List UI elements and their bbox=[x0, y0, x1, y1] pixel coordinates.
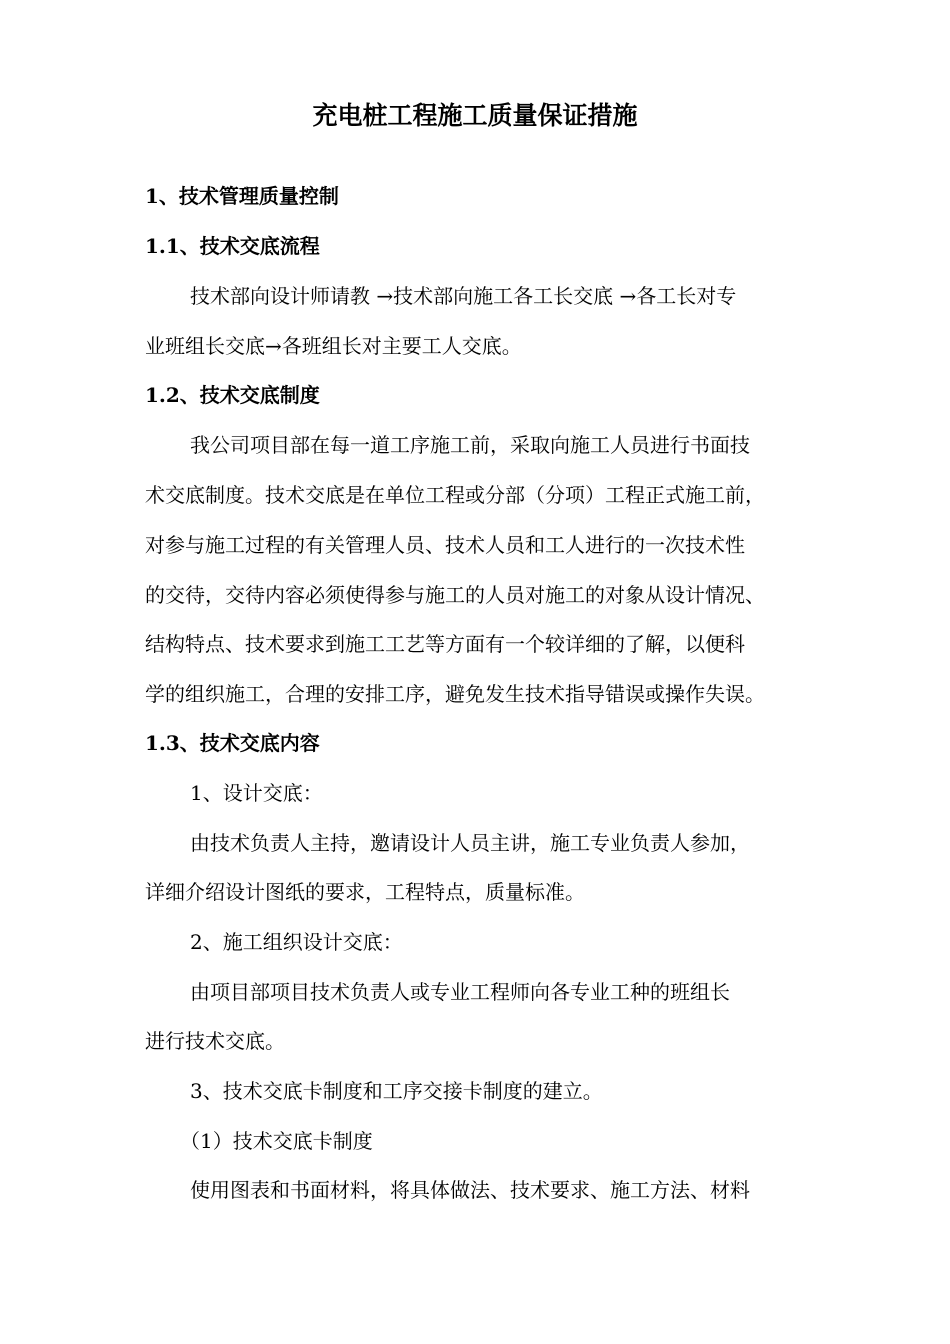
paragraph-line: 业班组长交底→各班组长对主要工人交底。 bbox=[145, 334, 522, 358]
paragraph-line: 由项目部项目技术负责人或专业工程师向各专业工种的班组长 bbox=[190, 980, 730, 1004]
list-item-label: 2、施工组织设计交底： bbox=[190, 930, 403, 954]
paragraph-line: 由技术负责人主持，邀请设计人员主讲，施工专业负责人参加， bbox=[190, 831, 750, 855]
section-1-3-heading: 1.3、技术交底内容 bbox=[145, 731, 320, 755]
paragraph-line: 我公司项目部在每一道工序施工前，采取向施工人员进行书面技 bbox=[190, 433, 750, 457]
paragraph-line: 使用图表和书面材料，将具体做法、技术要求、施工方法、材料 bbox=[190, 1178, 750, 1202]
list-item-label: 3、技术交底卡制度和工序交接卡制度的建立。 bbox=[190, 1079, 603, 1103]
section-1-2-heading: 1.2、技术交底制度 bbox=[145, 383, 320, 407]
paragraph-line: 对参与施工过程的有关管理人员、技术人员和工人进行的一次技术性 bbox=[145, 533, 745, 557]
document-title: 充电桩工程施工质量保证措施 bbox=[312, 101, 638, 130]
section-1-1-heading: 1.1、技术交底流程 bbox=[145, 234, 320, 258]
list-item-label: 1、设计交底： bbox=[190, 781, 323, 805]
paragraph-line: 进行技术交底。 bbox=[145, 1029, 285, 1053]
paragraph-line: 结构特点、技术要求到施工工艺等方面有一个较详细的了解，以便科 bbox=[145, 632, 745, 656]
paragraph-line: 的交待，交待内容必须使得参与施工的人员对施工的对象从设计情况、 bbox=[145, 583, 765, 607]
paragraph-line: 术交底制度。技术交底是在单位工程或分部（分项）工程正式施工前， bbox=[145, 483, 765, 507]
paragraph-line: 详细介绍设计图纸的要求，工程特点，质量标准。 bbox=[145, 880, 585, 904]
paragraph-line: 技术部向设计师请教 →技术部向施工各工长交底 →各工长对专 bbox=[190, 284, 737, 308]
section-1-heading: 1、技术管理质量控制 bbox=[145, 184, 339, 208]
paragraph-line: 学的组织施工，合理的安排工序，避免发生技术指导错误或操作失误。 bbox=[145, 682, 765, 706]
sub-item-label: （1）技术交底卡制度 bbox=[180, 1129, 373, 1153]
